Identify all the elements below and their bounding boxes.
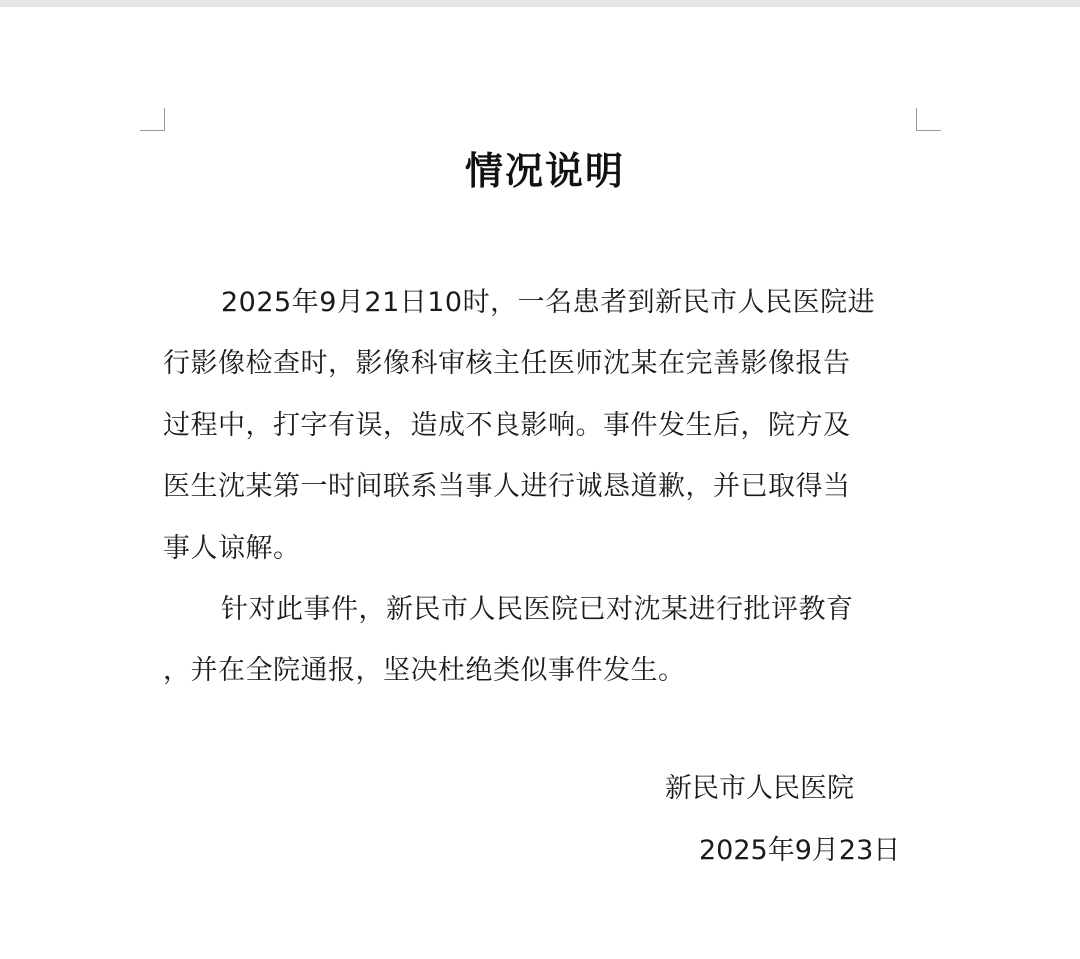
paragraph-line: 针对此事件，新民市人民医院已对沈某进行批评教育 — [221, 594, 854, 626]
document-title: 情况说明 — [464, 149, 625, 193]
paragraph-line: 医生沈某第一时间联系当事人进行诚恳道歉，并已取得当 — [163, 471, 851, 503]
document-body — [163, 272, 923, 702]
signature-organization: 新民市人民医院 — [665, 773, 854, 804]
paragraph-line: 行影像检查时，影像科审核主任医师沈某在完善影像报告 — [163, 348, 851, 380]
paragraph-line: 事人谅解。 — [163, 532, 301, 564]
paragraph-line: 2025年9月21日10时，一名患者到新民市人民医院进 — [221, 287, 876, 318]
signature-date: 2025年9月23日 — [699, 835, 901, 866]
paragraph-incident — [163, 272, 923, 579]
paragraph-line: 过程中，打字有误，造成不良影响。事件发生后，院方及 — [163, 409, 851, 441]
margin-corner-mark-right — [916, 108, 941, 131]
paragraph-line: ，并在全院通报，坚决杜绝类似事件发生。 — [163, 655, 686, 687]
margin-corner-mark-left — [140, 108, 165, 131]
paragraph-response — [163, 579, 923, 702]
top-border-strip — [0, 0, 1080, 7]
